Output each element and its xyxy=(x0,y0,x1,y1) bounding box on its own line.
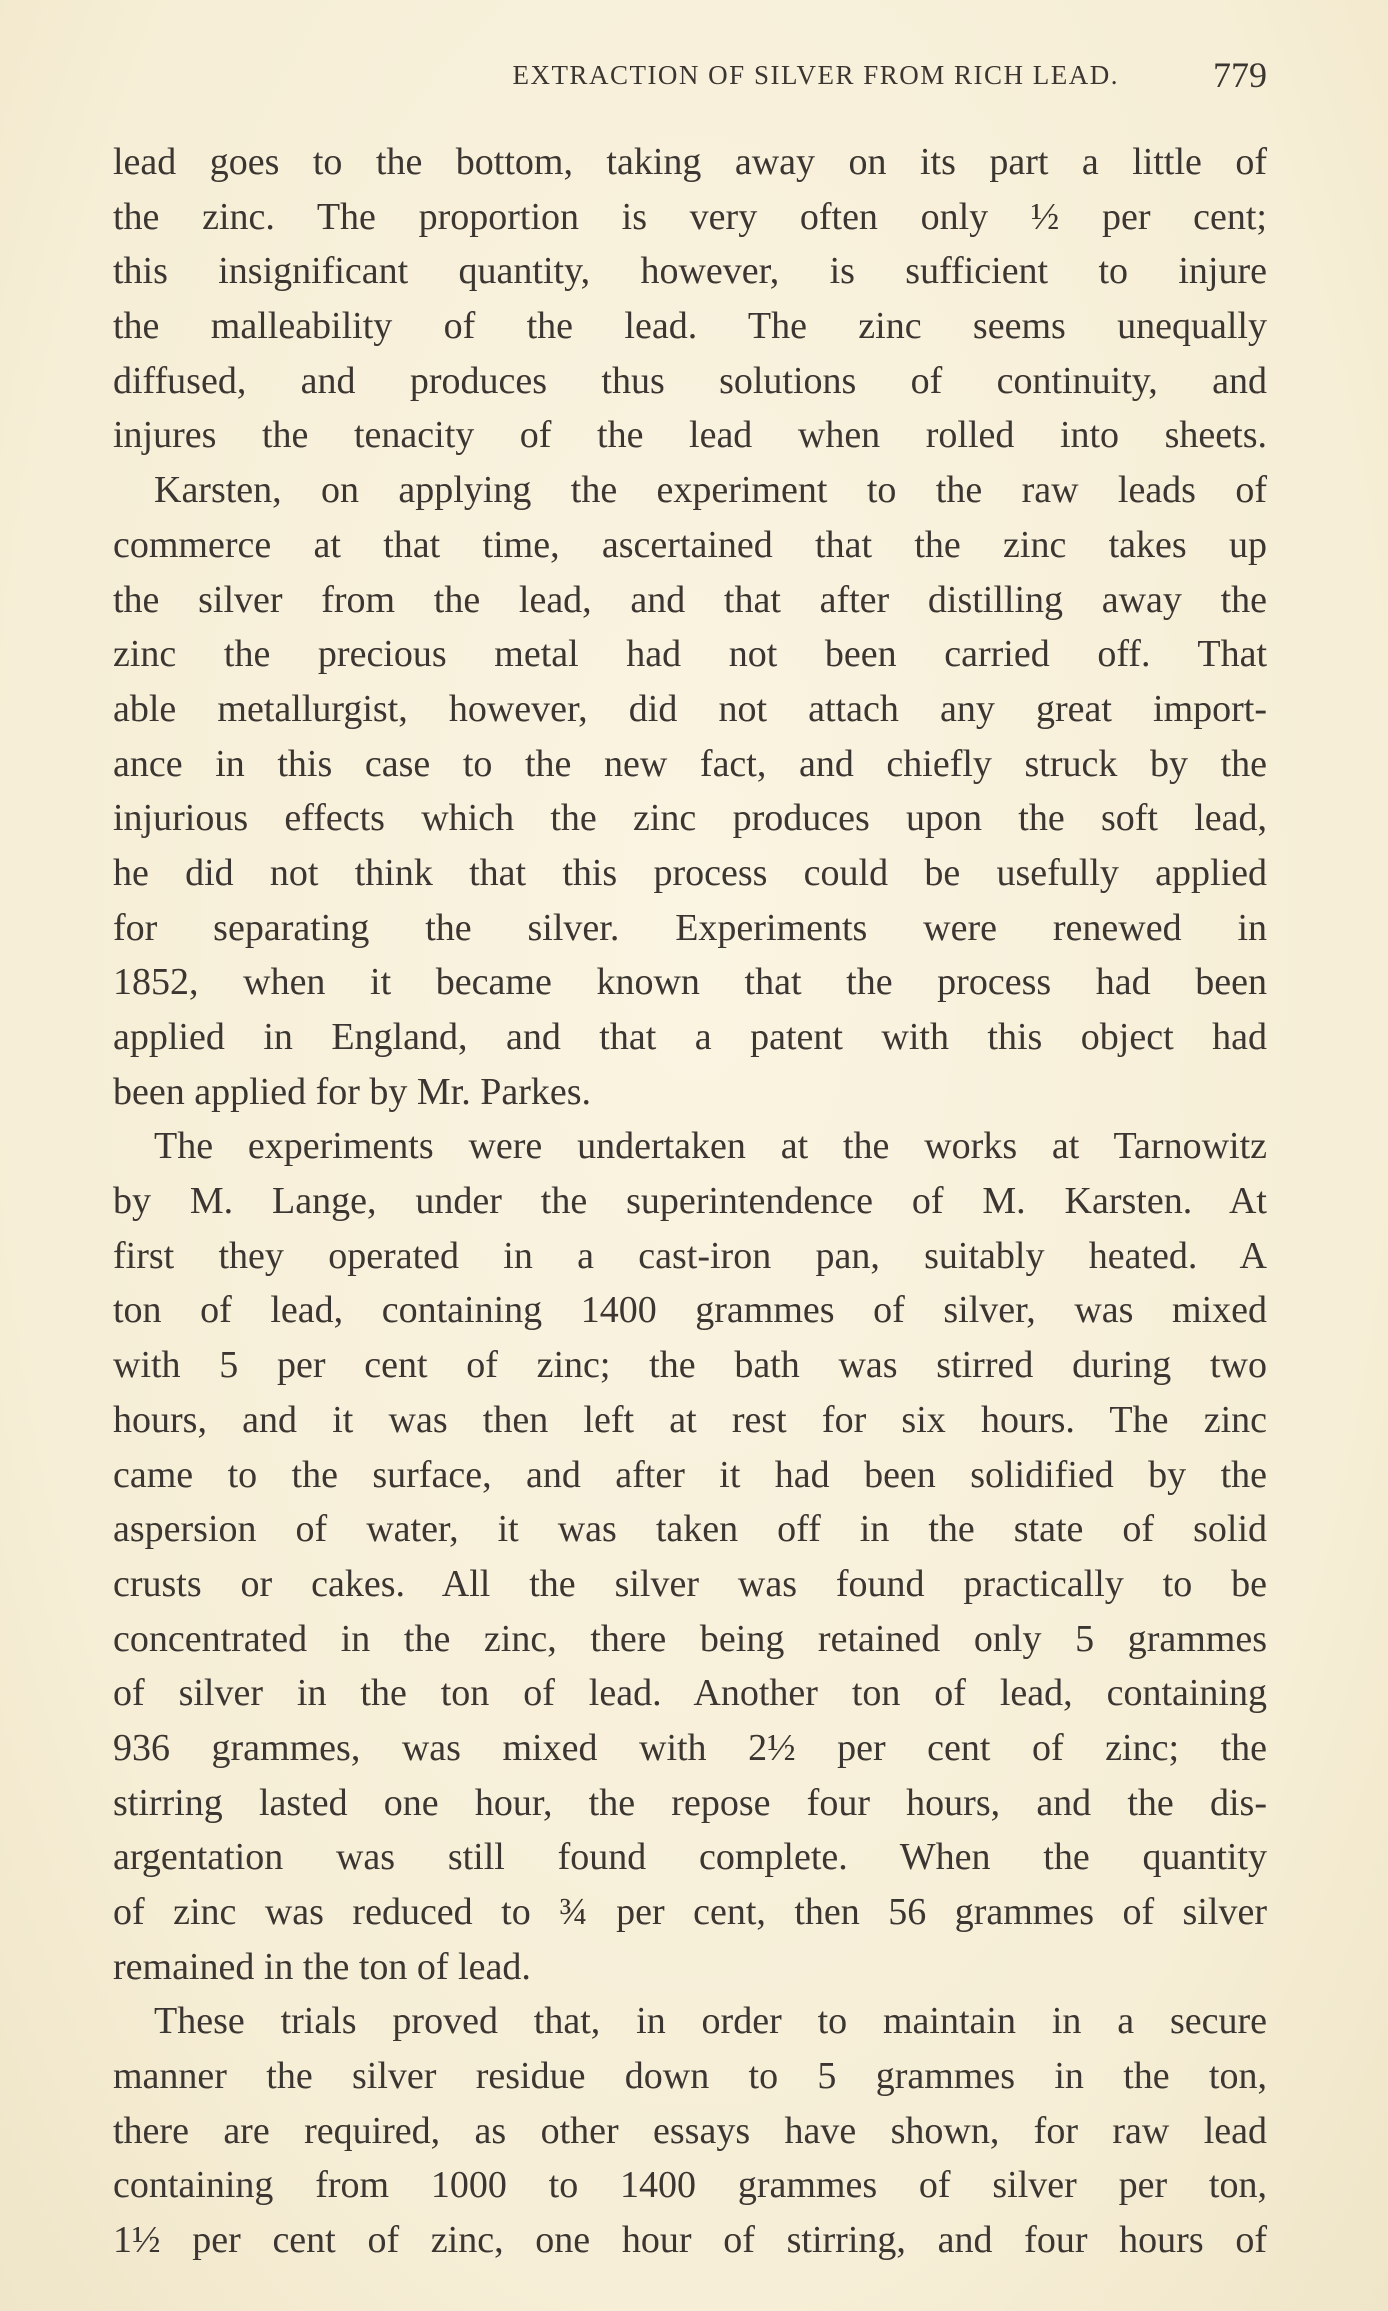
text-line: this insignificant quantity, however, is sufficient to injure xyxy=(113,250,1267,293)
text-line: there are required, as other essays have shown, for raw lead xyxy=(113,2109,1267,2152)
page-number: 779 xyxy=(1213,55,1267,95)
text-line: concentrated in the zinc, there being retained only 5 grammes xyxy=(113,1617,1267,1660)
text-line: aspersion of water, it was taken off in the state of solid xyxy=(113,1508,1267,1551)
text-line: the silver from the lead, and that after distilling away the xyxy=(113,578,1267,621)
text-line: The experiments were undertaken at the works at Tarnowitz xyxy=(154,1125,1267,1168)
text-line: been applied for by Mr. Parkes. xyxy=(113,1070,592,1113)
text-line: commerce at that time, ascertained that the zinc takes up xyxy=(113,523,1267,566)
text-line: 936 grammes, was mixed with 2½ per cent of zinc; the xyxy=(113,1726,1267,1769)
text-line: lead goes to the bottom, taking away on its part a little of xyxy=(113,141,1267,183)
text-line: zinc the precious metal had not been carried off. That xyxy=(113,633,1267,676)
text-line: ton of lead, containing 1400 grammes of silver, was mixed xyxy=(113,1289,1267,1332)
text-line: he did not think that this process could be usefully applied xyxy=(113,851,1267,894)
text-line: of silver in the ton of lead. Another ton of lead, containing xyxy=(113,1672,1267,1715)
text-line: with 5 per cent of zinc; the bath was stirred during two xyxy=(113,1344,1267,1387)
text-line: applied in England, and that a patent with this object had xyxy=(113,1016,1267,1058)
text-line: first they operated in a cast-iron pan, suitably heated. A xyxy=(113,1234,1267,1277)
text-line: able metallurgist, however, did not attach any great import- xyxy=(113,687,1267,730)
paragraph xyxy=(113,135,1267,463)
text-line: stirring lasted one hour, the repose four hours, and the dis- xyxy=(113,1781,1267,1824)
paragraph xyxy=(113,1119,1267,1994)
text-line: of zinc was reduced to ¾ per cent, then 56 grammes of silver xyxy=(113,1891,1267,1933)
page-header xyxy=(113,55,1267,98)
body-text xyxy=(113,135,1267,2268)
text-line: manner the silver residue down to 5 grammes in the ton, xyxy=(113,2055,1267,2098)
paragraph xyxy=(113,463,1267,1119)
paragraph xyxy=(113,1994,1267,2267)
running-title: EXTRACTION OF SILVER FROM RICH LEAD. xyxy=(512,60,1119,90)
text-line: 1½ per cent of zinc, one hour of stirring, and four hours of xyxy=(113,2219,1267,2262)
text-line: the malleability of the lead. The zinc seems unequally xyxy=(113,305,1267,348)
text-line: for separating the silver. Experiments were renewed in xyxy=(113,906,1267,949)
text-line: remained in the ton of lead. xyxy=(113,1945,531,1988)
text-line: containing from 1000 to 1400 grammes of silver per ton, xyxy=(113,2164,1267,2207)
text-line: ance in this case to the new fact, and chiefly struck by the xyxy=(113,742,1267,785)
text-line: crusts or cakes. All the silver was found practically to be xyxy=(113,1562,1267,1605)
text-line: argentation was still found complete. When the quantity xyxy=(113,1836,1267,1879)
text-line: came to the surface, and after it had been solidified by the xyxy=(113,1453,1267,1496)
text-line: injurious effects which the zinc produces upon the soft lead, xyxy=(113,797,1267,840)
text-line: injures the tenacity of the lead when rolled into sheets. xyxy=(113,414,1267,457)
text-line: Karsten, on applying the experiment to the raw leads of xyxy=(154,469,1267,512)
text-line: diffused, and produces thus solutions of continuity, and xyxy=(113,359,1267,402)
text-line: the zinc. The proportion is very often only ½ per cent; xyxy=(113,195,1267,238)
text-line: 1852, when it became known that the process had been xyxy=(113,961,1267,1004)
text-line: These trials proved that, in order to maintain in a secure xyxy=(154,2000,1267,2043)
text-line: by M. Lange, under the superintendence of M. Karsten. At xyxy=(113,1180,1267,1223)
text-line: hours, and it was then left at rest for six hours. The zinc xyxy=(113,1398,1267,1441)
